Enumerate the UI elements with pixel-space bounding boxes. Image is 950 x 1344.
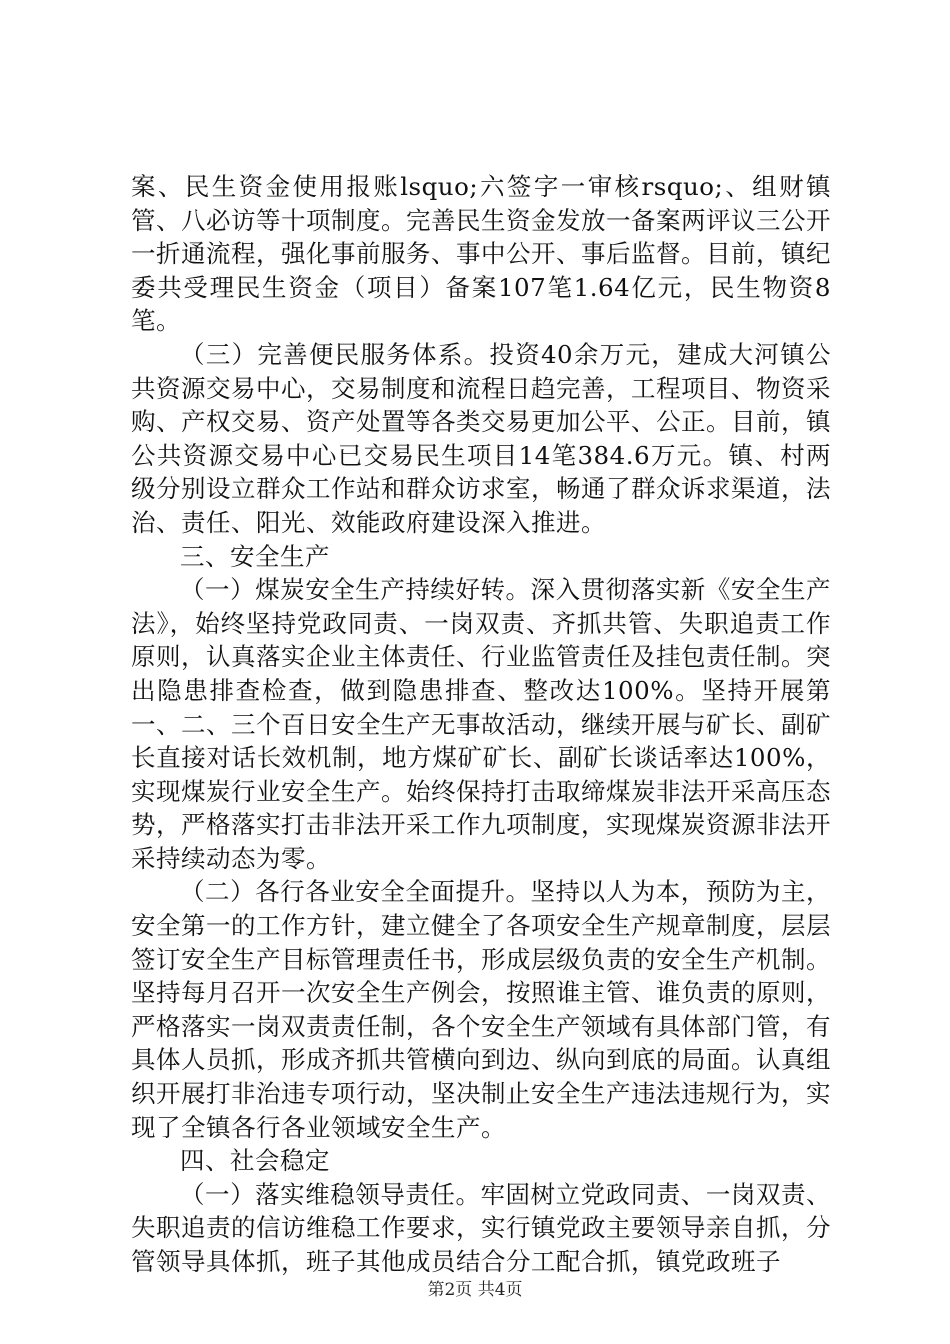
paragraph-stability-leadership: （一）落实维稳领导责任。牢固树立党政同责、一岗双责、失职追责的信访维稳工作要求，实行镇党政主要领导亲自抓，分管领导具体抓，班子其他成员结合分工配合抓，镇党政班子 [131,1179,831,1276]
section-heading-safety: 三、安全生产 [180,541,330,571]
paragraph-coal-safety: （一）煤炭安全生产持续好转。深入贯彻落实新《安全生产法》，始终坚持党政同责、一岗双责、齐抓共管、失职追责工作原则，认真落实企业主体责任、行业监管责任及挂包责任制。突出隐患排查检查，做到隐患排查、整改达100%。坚持开展第一、二、三个百日安全生产无事故活动，继续开展与矿长、副矿长直接对话长效机制，地方煤矿矿长、副矿长谈话率达100%，实现煤炭行业安全生产。始终保持打击取缔煤炭非法开采高压态势，严格落实打击非法开采工作九项制度，实现煤炭资源非法开采持续动态为零。 [131,575,831,873]
page-footer: 第2页 共4页 [427,1280,523,1300]
paragraph-industry-safety: （二）各行各业安全全面提升。坚持以人为本，预防为主，安全第一的工作方针，建立健全了各项安全生产规章制度，层层签订安全生产目标管理责任书，形成层级负责的安全生产机制。坚持每月召开一次安全生产例会，按照谁主管、谁负责的原则，严格落实一岗双责责任制，各个安全生产领域有具体部门管，有具体人员抓，形成齐抓共管横向到边、纵向到底的局面。认真组织开展打非治违专项行动，坚决制止安全生产违法违规行为，实现了全镇各行各业领域安全生产。 [131,877,831,1142]
section-heading-stability: 四、社会稳定 [180,1146,330,1176]
paragraph-continued: 案、民生资金使用报账lsquo;六签字一审核rsquo;、组财镇管、八必访等十项制度。完善民生资金发放一备案两评议三公开一折通流程，强化事前服务、事中公开、事后监督。目前，镇纪委共受理民生资金（项目）备案107笔1.64亿元，民生物资8笔。 [131,172,831,336]
document-body [131,170,831,1279]
paragraph-convenience-service: （三）完善便民服务体系。投资40余万元，建成大河镇公共资源交易中心，交易制度和流程日趋完善，工程项目、物资采购、产权交易、资产处置等各类交易更加公平、公正。目前，镇公共资源交易中心已交易民生项目14笔384.6万元。镇、村两级分别设立群众工作站和群众访求室，畅通了群众诉求渠道，法治、责任、阳光、效能政府建设深入推进。 [131,339,831,537]
